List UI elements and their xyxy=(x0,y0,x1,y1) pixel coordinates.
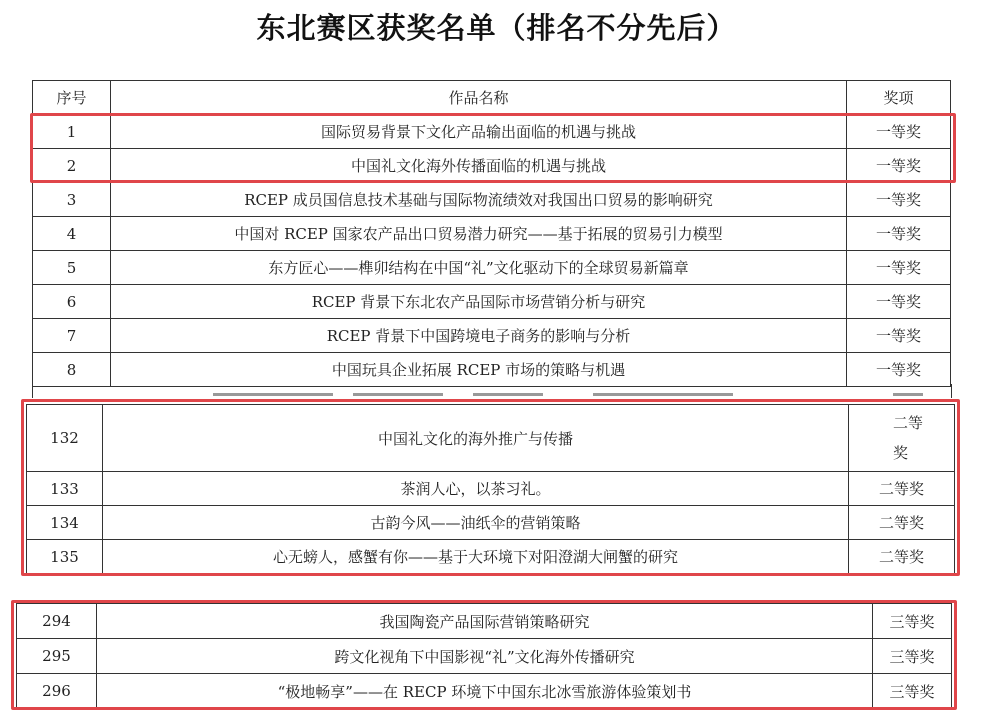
row-award: 三等奖 xyxy=(873,674,952,709)
row-no: 2 xyxy=(33,149,111,183)
table-row xyxy=(33,353,951,387)
row-award: 二等奖 xyxy=(849,540,955,574)
row-name: 心无螃人，感蟹有你——基于大环境下对阳澄湖大闸蟹的研究 xyxy=(103,540,849,574)
row-award: 二等奖 xyxy=(849,506,955,540)
row-name: 中国对 RCEP 国家农产品出口贸易潜力研究——基于拓展的贸易引力模型 xyxy=(111,217,847,251)
row-award: 一等奖 xyxy=(847,285,951,319)
header-name: 作品名称 xyxy=(111,81,847,115)
row-name: 中国礼文化的海外推广与传播 xyxy=(103,405,849,472)
row-no: 132 xyxy=(27,405,103,472)
highlight-box-third-prize xyxy=(11,600,957,710)
row-award: 一等奖 xyxy=(847,115,951,149)
table-row xyxy=(33,285,951,319)
cropped-text-ink xyxy=(893,393,923,396)
row-name: RCEP 成员国信息技术基础与国际物流绩效对我国出口贸易的影响研究 xyxy=(111,183,847,217)
row-name: 跨文化视角下中国影视“礼”文化海外传播研究 xyxy=(97,639,873,674)
highlight-box-second-prize xyxy=(21,399,960,576)
row-no: 294 xyxy=(17,604,97,639)
row-no: 295 xyxy=(17,639,97,674)
table-row xyxy=(33,183,951,217)
row-name: 茶润人心，以茶习礼。 xyxy=(103,472,849,506)
row-no: 6 xyxy=(33,285,111,319)
row-name: 中国礼文化海外传播面临的机遇与挑战 xyxy=(111,149,847,183)
row-no: 3 xyxy=(33,183,111,217)
row-award: 一等奖 xyxy=(847,149,951,183)
row-name: 国际贸易背景下文化产品输出面临的机遇与挑战 xyxy=(111,115,847,149)
row-name: 我国陶瓷产品国际营销策略研究 xyxy=(97,604,873,639)
row-award: 三等奖 xyxy=(873,604,952,639)
table-row xyxy=(33,319,951,353)
cropped-row-fragment xyxy=(32,384,952,398)
row-no: 133 xyxy=(27,472,103,506)
cropped-text-ink xyxy=(213,393,333,396)
award-line-2: 奖 xyxy=(893,444,909,462)
row-award: 一等奖 xyxy=(847,353,951,387)
highlight-box-first-prize xyxy=(30,113,956,183)
cropped-text-ink xyxy=(473,393,543,396)
row-award: 一等奖 xyxy=(847,217,951,251)
row-name: RCEP 背景下东北农产品国际市场营销分析与研究 xyxy=(111,285,847,319)
row-award: 一等奖 xyxy=(847,319,951,353)
page-title: 东北赛区获奖名单（排名不分先后） xyxy=(256,11,737,45)
row-award: 三等奖 xyxy=(873,639,952,674)
header-award: 奖项 xyxy=(847,81,951,115)
row-no: 4 xyxy=(33,217,111,251)
row-name: 古韵今风——油纸伞的营销策略 xyxy=(103,506,849,540)
row-no: 296 xyxy=(17,674,97,709)
header-no: 序号 xyxy=(33,81,111,115)
cropped-text-ink xyxy=(593,393,733,396)
award-line-1: 二等 xyxy=(893,414,924,432)
row-no: 8 xyxy=(33,353,111,387)
row-no: 135 xyxy=(27,540,103,574)
row-no: 7 xyxy=(33,319,111,353)
cropped-text-ink xyxy=(353,393,443,396)
row-name: “极地畅享”——在 RECP 环境下中国东北冰雪旅游体验策划书 xyxy=(97,674,873,709)
row-award: 一等奖 xyxy=(847,251,951,285)
table-row xyxy=(33,251,951,285)
row-no: 134 xyxy=(27,506,103,540)
row-no: 1 xyxy=(33,115,111,149)
table-header-row xyxy=(33,81,951,115)
table-row xyxy=(33,217,951,251)
row-award: 二等奖 xyxy=(849,472,955,506)
row-name: RCEP 背景下中国跨境电子商务的影响与分析 xyxy=(111,319,847,353)
row-name: 中国玩具企业拓展 RCEP 市场的策略与机遇 xyxy=(111,353,847,387)
row-name: 东方匠心——榫卯结构在中国“礼”文化驱动下的全球贸易新篇章 xyxy=(111,251,847,285)
row-award: 一等奖 xyxy=(847,183,951,217)
row-no: 5 xyxy=(33,251,111,285)
